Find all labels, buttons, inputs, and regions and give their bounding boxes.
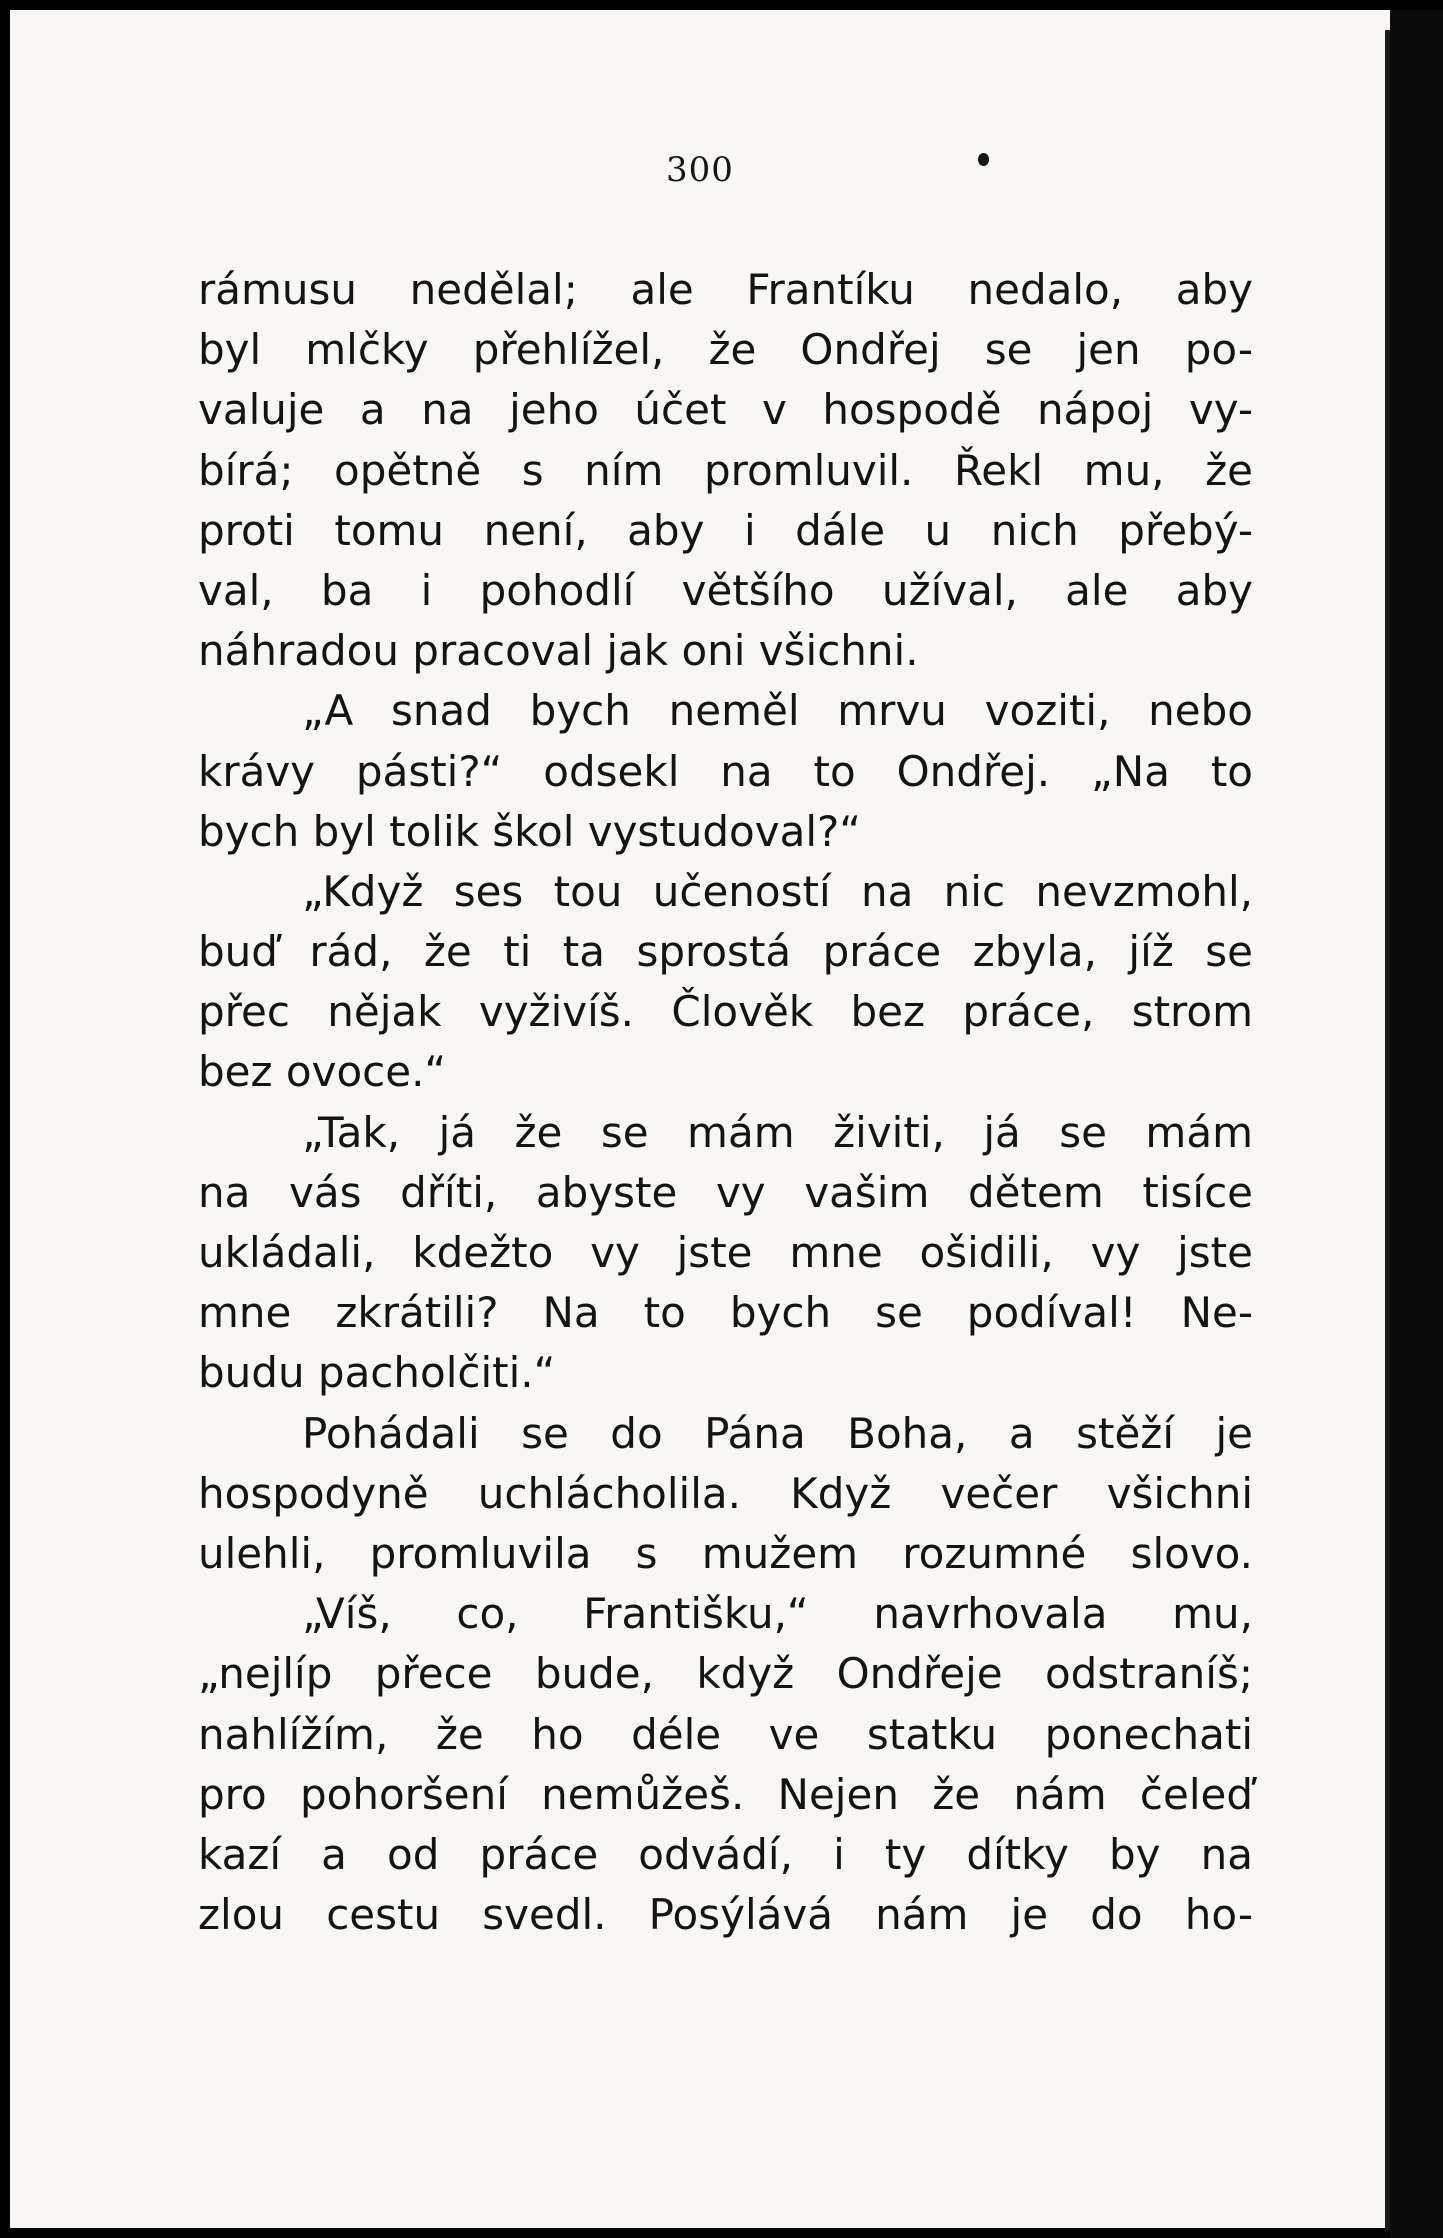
- text-line: byl mlčky přehlížel, že Ondřej se jen po-: [198, 325, 1253, 375]
- text-line: Pohádali se do Pána Boha, a stěží je: [302, 1408, 1253, 1458]
- text-line: val, ba i pohodlí většího užíval, ale aby: [198, 565, 1253, 615]
- text-line: proti tomu není, aby i dále u nich přebý-: [198, 505, 1253, 555]
- text-line: bez ovoce.“: [198, 1047, 447, 1097]
- body-text: [198, 260, 1253, 1945]
- text-line: nahlížím, že ho déle ve statku ponechati: [198, 1709, 1253, 1759]
- text-line: hospodyně uchlácholila. Když večer všichni: [198, 1468, 1253, 1518]
- text-line: rámusu nedělal; ale Frantíku nedalo, aby: [198, 265, 1253, 314]
- text-line: přec nějak vyživíš. Člověk bez práce, strom: [198, 987, 1253, 1037]
- text-line: „Víš, co, Františku,“ navrhovala mu,: [302, 1589, 1253, 1639]
- ink-dot: [978, 153, 989, 166]
- text-line: bych byl tolik škol vystudoval?“: [198, 806, 862, 856]
- text-line: „nejlíp přece bude, když Ondřeje odstraníš;: [198, 1649, 1253, 1699]
- text-line: pro pohoršení nemůžeš. Nejen že nám čeleď: [198, 1769, 1253, 1819]
- text-line: budu pacholčiti.“: [198, 1348, 556, 1398]
- text-line: na vás dříti, abyste vy vašim dětem tisíce: [198, 1167, 1253, 1217]
- text-line: „A snad bych neměl mrvu voziti, nebo: [302, 686, 1253, 736]
- text-line: bírá; opětně s ním promluvil. Řekl mu, že: [198, 445, 1253, 495]
- book-page: [10, 10, 1390, 2228]
- text-line: náhradou pracoval jak oni všichni.: [198, 626, 919, 676]
- text-line: „Tak, já že se mám živiti, já se mám: [302, 1107, 1253, 1157]
- text-line: buď rád, že ti ta sprostá práce zbyla, jíž se: [198, 927, 1253, 977]
- text-line: krávy pásti?“ odsekl na to Ondřej. „Na to: [198, 746, 1253, 796]
- text-line: ukládali, kdežto vy jste mne ošidili, vy jste: [198, 1228, 1253, 1277]
- text-line: mne zkrátili? Na to bych se podíval! Ne-: [198, 1288, 1253, 1338]
- page-number: 300: [666, 150, 734, 190]
- text-line: zlou cestu svedl. Posýlává nám je do ho-: [198, 1890, 1253, 1940]
- text-line: kazí a od práce odvádí, i ty dítky by na: [198, 1829, 1253, 1879]
- text-line: ulehli, promluvila s mužem rozumné slovo.: [198, 1528, 1253, 1578]
- scan-border: [1390, 10, 1443, 2238]
- text-line: valuje a na jeho účet v hospodě nápoj vy-: [198, 385, 1253, 435]
- text-line: „Když ses tou učeností na nic nevzmohl,: [302, 866, 1253, 916]
